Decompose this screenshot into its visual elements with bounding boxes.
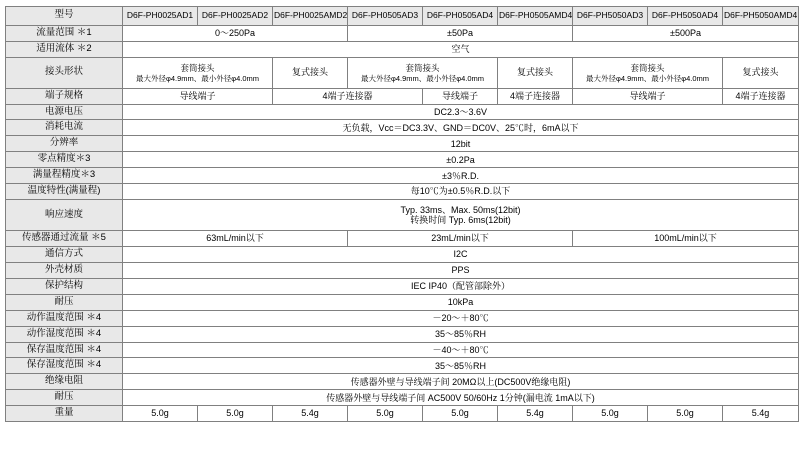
model-header-cell: D6F-PH0505AD3 [348,7,423,26]
row-label: 绝缘电阻 [6,374,123,390]
table-row [6,41,799,57]
row-label: 零点精度＊3 [6,152,123,168]
table-row [6,231,799,247]
table-row [6,25,799,41]
spec-cell: PPS [123,262,799,278]
spec-cell: 5.0g [648,406,723,422]
spec-cell: 5.0g [198,406,273,422]
row-label: 端子规格 [6,88,123,104]
spec-cell: 导线端子 [423,88,498,104]
spec-cell: 传感器外壁与导线端子间 20MΩ以上(DC500V绝缘电阻) [123,374,799,390]
spec-cell-primary: 套筒接头 [630,62,665,73]
spec-cell: 无负载，Vcc＝DC3.3V、GND＝DC0V、25℃时，6mA以下 [123,120,799,136]
table-row [6,184,799,200]
row-label: 接头形状 [6,57,123,88]
table-row [6,136,799,152]
spec-cell: 复式接头 [498,57,573,88]
spec-cell: 每10℃为±0.5％R.D.以下 [123,184,799,200]
model-header-cell: D6F-PH0025AMD2 [273,7,348,26]
spec-cell [123,57,273,88]
row-label: 重量 [6,406,123,422]
row-label: 响应速度 [6,200,123,231]
row-label: 电源电压 [6,104,123,120]
table-row [6,120,799,136]
spec-cell: ±50Pa [348,25,573,41]
spec-cell: －20～＋80℃ [123,310,799,326]
spec-cell: 4端子连接器 [723,88,799,104]
row-label: 外壳材质 [6,262,123,278]
spec-cell-primary: 套筒接头 [180,62,215,73]
spec-cell: 空气 [123,41,799,57]
row-label: 耐压 [6,294,123,310]
table-row [6,104,799,120]
spec-cell: 12bit [123,136,799,152]
spec-cell: 5.4g [498,406,573,422]
table-row [6,374,799,390]
table-row [6,88,799,104]
spec-cell: ±0.2Pa [123,152,799,168]
spec-cell-secondary: 转换时间 Typ. 6ms(12bit) [410,215,511,226]
row-label: 分辨率 [6,136,123,152]
table-row [6,57,799,88]
spec-cell: 10kPa [123,294,799,310]
model-header-cell: D6F-PH0505AD4 [423,7,498,26]
spec-cell: 5.0g [573,406,648,422]
row-label: 满量程精度＊3 [6,168,123,184]
spec-cell: 5.0g [348,406,423,422]
spec-cell: 4端子连接器 [498,88,573,104]
spec-cell-secondary: 最大外径φ4.9mm、最小外径φ4.0mm [135,73,260,83]
row-label: 通信方式 [6,246,123,262]
spec-cell-secondary: 最大外径φ4.9mm、最小外径φ4.0mm [585,73,710,83]
model-header-cell: D6F-PH5050AD3 [573,7,648,26]
row-label: 适用流体 ＊2 [6,41,123,57]
table-row [6,168,799,184]
row-label: 动作湿度范围 ＊4 [6,326,123,342]
spec-cell: 复式接头 [723,57,799,88]
model-header-cell: D6F-PH0025AD1 [123,7,198,26]
table-header-row [6,7,799,26]
model-header-cell: D6F-PH0025AD2 [198,7,273,26]
spec-cell: 5.0g [423,406,498,422]
spec-cell: 35～85％RH [123,358,799,374]
spec-cell: 4端子连接器 [273,88,423,104]
spec-cell: DC2.3～3.6V [123,104,799,120]
row-label: 保存温度范围 ＊4 [6,342,123,358]
table-row [6,310,799,326]
spec-cell-primary: Typ. 33ms、Max. 50ms(12bit) [400,204,521,215]
spec-cell: 0～250Pa [123,25,348,41]
spec-cell: IEC IP40（配管部除外） [123,278,799,294]
spec-cell: 63mL/min以下 [123,231,348,247]
row-label: 流量范围 ＊1 [6,25,123,41]
spec-cell: －40～＋80℃ [123,342,799,358]
specification-table [5,6,799,422]
spec-cell-primary: 套筒接头 [405,62,440,73]
table-row [6,262,799,278]
model-header-cell: D6F-PH5050AMD4 [723,7,799,26]
table-row [6,342,799,358]
table-row [6,294,799,310]
row-label: 保存湿度范围 ＊4 [6,358,123,374]
column-header-model: 型号 [6,7,123,26]
spec-cell: I2C [123,246,799,262]
row-label: 耐压 [6,390,123,406]
spec-cell: 23mL/min以下 [348,231,573,247]
table-row [6,406,799,422]
model-header-cell: D6F-PH5050AD4 [648,7,723,26]
spec-cell [348,57,498,88]
table-row [6,200,799,231]
spec-cell-secondary: 最大外径φ4.9mm、最小外径φ4.0mm [360,73,485,83]
row-label: 温度特性(满量程) [6,184,123,200]
spec-cell: 复式接头 [273,57,348,88]
row-label: 动作温度范围 ＊4 [6,310,123,326]
row-label: 传感器通过流量 ＊5 [6,231,123,247]
spec-cell: 100mL/min以下 [573,231,799,247]
table-row [6,246,799,262]
spec-cell: 35～85％RH [123,326,799,342]
row-label: 消耗电流 [6,120,123,136]
model-header-cell: D6F-PH0505AMD4 [498,7,573,26]
spec-cell [573,57,723,88]
table-body [6,25,799,421]
table-row [6,326,799,342]
table-row [6,152,799,168]
table-header [6,7,799,26]
spec-cell: ±500Pa [573,25,799,41]
spec-cell: 5.0g [123,406,198,422]
spec-cell: ±3％R.D. [123,168,799,184]
spec-cell [123,200,799,231]
spec-cell: 传感器外壁与导线端子间 AC500V 50/60Hz 1分钟(漏电流 1mA以下) [123,390,799,406]
spec-cell: 5.4g [723,406,799,422]
spec-cell: 导线端子 [573,88,723,104]
row-label: 保护结构 [6,278,123,294]
table-row [6,278,799,294]
table-row [6,358,799,374]
spec-cell: 5.4g [273,406,348,422]
table-row [6,390,799,406]
spec-cell: 导线端子 [123,88,273,104]
